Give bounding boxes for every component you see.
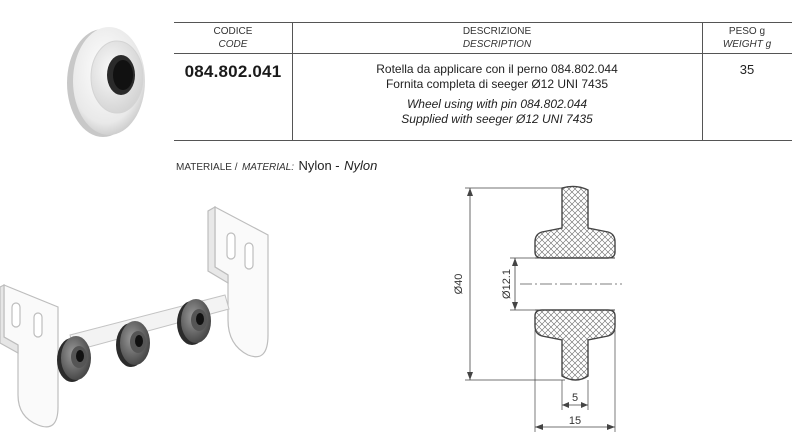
description-en-line-1: Wheel using with pin 084.802.044 [406, 97, 588, 111]
left-bracket [0, 285, 58, 427]
wheel-1 [57, 336, 91, 382]
header-weight-it: PESO g [728, 26, 766, 37]
right-bracket [208, 207, 268, 357]
table-header-rule [174, 53, 792, 54]
wheel-photo [55, 15, 165, 145]
product-code: 084.802.041 [184, 62, 282, 81]
description-it-line-2: Fornita completa di seeger Ø12 UNI 7435 [385, 77, 609, 91]
technical-drawing [440, 180, 660, 445]
description-en-line-2: Supplied with seeger Ø12 UNI 7435 [401, 112, 593, 126]
table-bottom-rule [174, 140, 792, 141]
weight-value: 35 [739, 62, 755, 77]
material-value-en: Nylon [344, 158, 378, 173]
header-code-en: CODE [218, 39, 248, 50]
description-it-line-1: Rotella da applicare con il perno 084.802.044 [376, 62, 618, 76]
dim-total-width: 15 [568, 415, 582, 427]
header-weight [702, 25, 792, 51]
dim-hub-width: 5 [571, 392, 579, 404]
upper-section [535, 186, 615, 258]
table-top-rule [174, 22, 792, 23]
description-cell [292, 62, 702, 127]
header-weight-en: WEIGHT g [722, 39, 772, 50]
header-code [174, 25, 292, 51]
lower-section [535, 310, 615, 380]
header-description-en: DESCRIPTION [462, 39, 532, 50]
dim-outer-diameter: Ø40 [453, 273, 465, 295]
header-description [292, 25, 702, 51]
header-code-it: CODICE [213, 26, 253, 37]
material-label-en: MATERIAL: [241, 162, 294, 173]
material-label-it: MATERIALE / [176, 162, 238, 173]
material-line [176, 157, 377, 175]
assembly-illustration [0, 195, 300, 447]
material-value-it: Nylon - [298, 158, 340, 173]
header-description-it: DESCRIZIONE [462, 26, 532, 37]
dim-bore-diameter: Ø12.1 [501, 269, 513, 299]
